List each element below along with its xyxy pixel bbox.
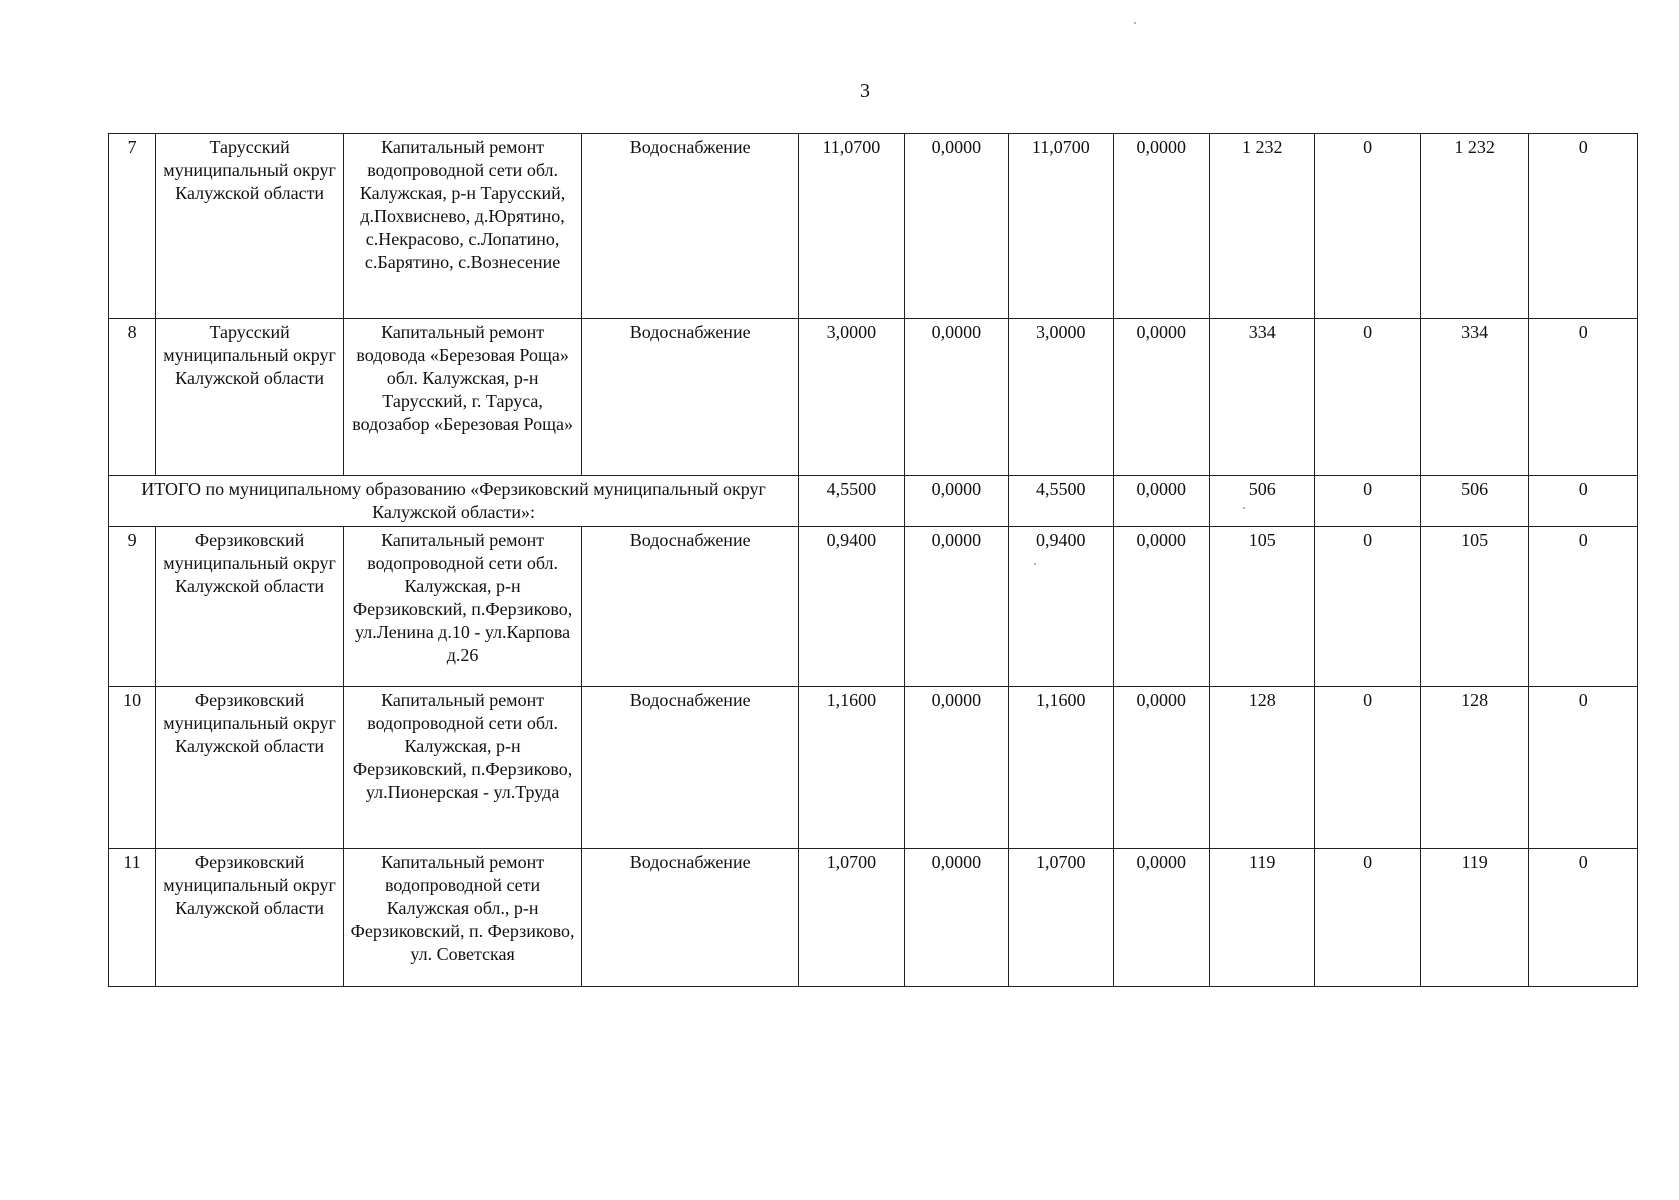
municipality-cell: Тарусский муниципальный округ Калужской области — [156, 319, 344, 476]
category-cell: Водоснабжение — [582, 527, 799, 687]
category-cell: Водоснабжение — [582, 849, 799, 987]
value-cell: 0,0000 — [904, 134, 1008, 319]
table-row — [109, 319, 1638, 476]
object-cell: Капитальный ремонт водопроводной сети Калужская обл., р-н Ферзиковский, п. Ферзиково, ул. Советская — [344, 849, 582, 987]
value-cell: 128 — [1420, 687, 1528, 849]
value-cell: 1 232 — [1209, 134, 1314, 319]
value-cell: 0,9400 — [1009, 527, 1113, 687]
category-cell: Водоснабжение — [582, 319, 799, 476]
budget-table — [108, 133, 1638, 987]
page-number: 3 — [860, 80, 870, 102]
value-cell: 0 — [1315, 849, 1420, 987]
scan-speck — [1243, 507, 1245, 509]
value-cell: 506 — [1420, 476, 1528, 527]
scan-speck — [1134, 22, 1136, 24]
value-cell: 0 — [1529, 687, 1638, 849]
value-cell: 0 — [1315, 476, 1420, 527]
value-cell: 1,0700 — [1009, 849, 1113, 987]
value-cell: 0,0000 — [1113, 687, 1209, 849]
municipality-cell: Тарусский муниципальный округ Калужской области — [156, 134, 344, 319]
value-cell: 0,0000 — [904, 849, 1008, 987]
value-cell: 334 — [1209, 319, 1314, 476]
value-cell: 128 — [1209, 687, 1314, 849]
category-cell: Водоснабжение — [582, 134, 799, 319]
object-cell: Капитальный ремонт водопроводной сети обл. Калужская, р-н Ферзиковский, п.Ферзиково, ул.Ленина д.10 - ул.Карпова д.26 — [344, 527, 582, 687]
value-cell: 0 — [1529, 319, 1638, 476]
value-cell: 0,0000 — [1113, 134, 1209, 319]
table-row — [109, 527, 1638, 687]
value-cell: 105 — [1209, 527, 1314, 687]
value-cell: 105 — [1420, 527, 1528, 687]
value-cell: 1,1600 — [1009, 687, 1113, 849]
value-cell: 0 — [1529, 476, 1638, 527]
value-cell: 0,9400 — [799, 527, 904, 687]
value-cell: 0 — [1529, 527, 1638, 687]
value-cell: 119 — [1420, 849, 1528, 987]
value-cell: 0,0000 — [904, 319, 1008, 476]
row-number: 10 — [109, 687, 156, 849]
value-cell: 3,0000 — [799, 319, 904, 476]
value-cell: 0 — [1315, 687, 1420, 849]
value-cell: 0,0000 — [904, 476, 1008, 527]
value-cell: 3,0000 — [1009, 319, 1113, 476]
municipality-cell: Ферзиковский муниципальный округ Калужской области — [156, 527, 344, 687]
value-cell: 119 — [1209, 849, 1314, 987]
value-cell: 0,0000 — [904, 527, 1008, 687]
object-cell: Капитальный ремонт водовода «Березовая Роща» обл. Калужская, р-н Тарусский, г. Таруса, водозабор «Березовая Роща» — [344, 319, 582, 476]
value-cell: 0 — [1315, 134, 1420, 319]
value-cell: 1,1600 — [799, 687, 904, 849]
value-cell: 0,0000 — [1113, 849, 1209, 987]
value-cell: 0,0000 — [1113, 527, 1209, 687]
row-number: 8 — [109, 319, 156, 476]
total-label: ИТОГО по муниципальному образованию «Ферзиковский муниципальный округ Калужской области»: — [109, 476, 799, 527]
value-cell: 0 — [1529, 849, 1638, 987]
value-cell: 1,0700 — [799, 849, 904, 987]
value-cell: 0 — [1315, 319, 1420, 476]
object-cell: Капитальный ремонт водопроводной сети обл. Калужская, р-н Тарусский, д.Похвиснево, д.Юрятино, с.Некрасово, с.Лопатино, с.Барятино, с.Вознесение — [344, 134, 582, 319]
value-cell: 506 — [1209, 476, 1314, 527]
table-row — [109, 134, 1638, 319]
value-cell: 0,0000 — [1113, 476, 1209, 527]
row-number: 11 — [109, 849, 156, 987]
value-cell: 4,5500 — [1009, 476, 1113, 527]
value-cell: 0,0000 — [1113, 319, 1209, 476]
scan-speck — [1034, 563, 1036, 565]
table-row — [109, 687, 1638, 849]
value-cell: 1 232 — [1420, 134, 1528, 319]
municipality-cell: Ферзиковский муниципальный округ Калужской области — [156, 687, 344, 849]
table-row — [109, 849, 1638, 987]
value-cell: 0 — [1315, 527, 1420, 687]
value-cell: 11,0700 — [1009, 134, 1113, 319]
value-cell: 4,5500 — [799, 476, 904, 527]
row-number: 9 — [109, 527, 156, 687]
category-cell: Водоснабжение — [582, 687, 799, 849]
municipality-cell: Ферзиковский муниципальный округ Калужской области — [156, 849, 344, 987]
value-cell: 0,0000 — [904, 687, 1008, 849]
value-cell: 334 — [1420, 319, 1528, 476]
object-cell: Капитальный ремонт водопроводной сети обл. Калужская, р-н Ферзиковский, п.Ферзиково, ул.Пионерская - ул.Труда — [344, 687, 582, 849]
value-cell: 11,0700 — [799, 134, 904, 319]
total-row — [109, 476, 1638, 527]
row-number: 7 — [109, 134, 156, 319]
value-cell: 0 — [1529, 134, 1638, 319]
